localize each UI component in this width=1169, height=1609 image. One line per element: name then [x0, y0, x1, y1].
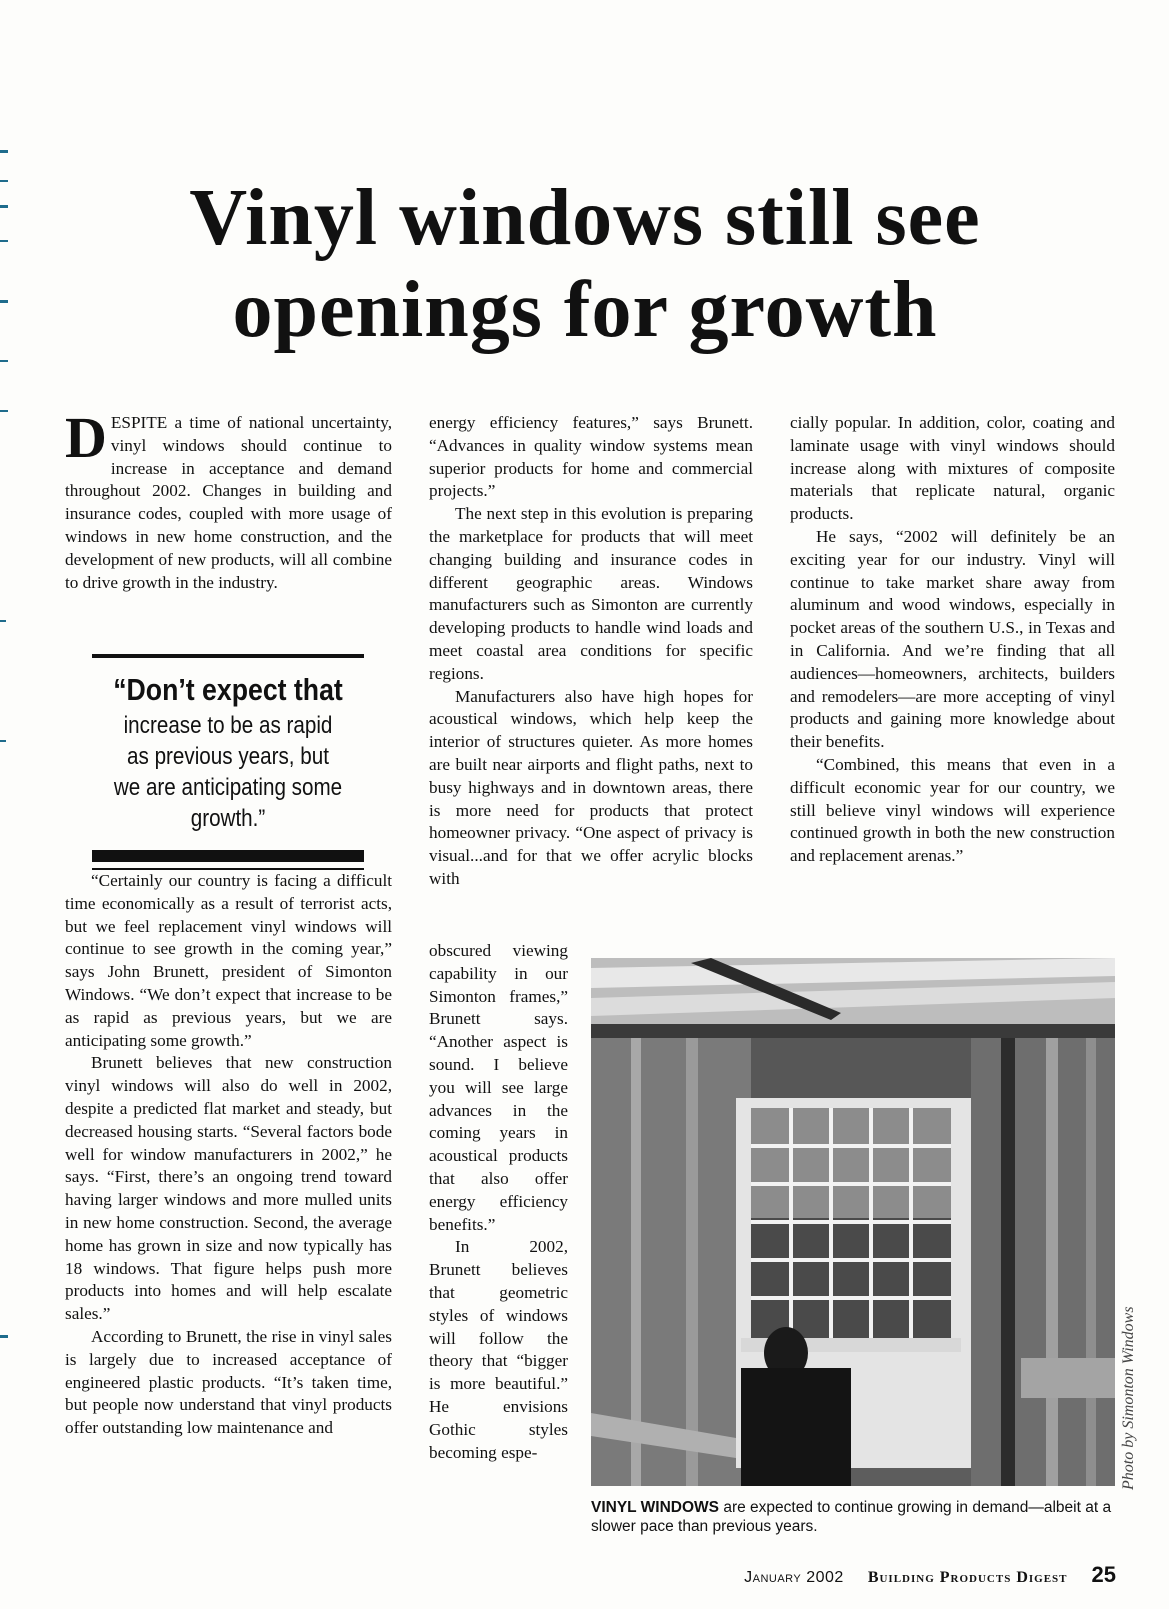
- paragraph: “Certainly our country is facing a difficult time economically as a result of terrorist acts, but we feel replacement vinyl windows will continue to see growth in the coming year,” says John Brunett, president of Simonton Windows. “We don’t expect that increase to be as rapid as previous years, but we are anticipating some growth.”: [65, 871, 392, 1050]
- paragraph: energy efficiency features,” says Brunett. “Advances in quality window systems mean superior products for home and commercial projects.”: [429, 413, 753, 501]
- intro-paragraph: [65, 405, 392, 594]
- paragraph: “Combined, this means that even in a difficult economic year for our country, we still believe vinyl windows will experience continued growth in both the new construction and replacement arenas.”: [790, 754, 1115, 866]
- article-title: [110, 172, 1060, 356]
- column-2-top: [429, 412, 753, 891]
- caption-text: are expected to continue growing in demand—albeit at a slower pace than previous years.: [591, 1499, 1112, 1535]
- construction-window-photo: [591, 958, 1115, 1486]
- photo-caption: [591, 1498, 1121, 1536]
- title-line-2: openings for growth: [232, 266, 938, 354]
- title-line-1: Vinyl windows still see: [189, 174, 981, 262]
- column-1-body: [65, 870, 392, 1440]
- paragraph: Manufacturers also have high hopes for acoustical windows, which help keep the interior of structures quieter. As more homes are built near airports and flight paths, next to busy highways and in downtown areas, there is more need for products that protect homeowner privacy. “One aspect of privacy is visual...and for that we offer acrylic blocks with: [429, 686, 753, 888]
- pull-quote-line-1: “Don’t expect that: [113, 672, 343, 707]
- photo-credit: Photo by Simonton Windows: [1120, 1306, 1137, 1490]
- photo-illustration: [591, 958, 1115, 1486]
- pull-quote-top-rule: [92, 654, 364, 658]
- paragraph: According to Brunett, the rise in vinyl sales is largely due to increased acceptance of engineered plastic products. “It’s taken time, but people now understand that vinyl products offer outstanding low maintenance and: [65, 1326, 392, 1438]
- paragraph: In 2002, Brunett believes that geometric styles of windows will follow the theory that “bigger is more beautiful.” He envisions Gothic styles becoming espe-: [429, 1237, 568, 1462]
- paragraph: He says, “2002 will definitely be an exciting year for our industry. Vinyl will continue to take market share away from aluminum and wood windows, especially in pocket areas of the southern U.S., in Texas and in California. And we’re finding that all audiences—homeowners, architects, builders and remodelers—are more accepting of vinyl products and gaining more knowledge about their benefits.: [790, 526, 1115, 752]
- paragraph: Brunett believes that new construction vinyl windows will also do well in 2002, despite a predicted flat market and steady, but decreased housing starts. “Several factors bode well for window manufacturers in 2002,” he says. “First, there’s an ongoing trend toward having larger windows and more mulled units in new home construction. Second, the average home has grown in size and now typically has 18 windows. That figure helps push more products into homes and will help escalate sales.”: [65, 1053, 392, 1324]
- page-number: 25: [1091, 1562, 1116, 1587]
- column-3: [790, 412, 1115, 868]
- intro-text: ESPITE a time of national uncertainty, vinyl windows should continue to increase in acceptance and demand throughout 2002. Changes in building and insurance codes, coupled with more usage of windows in new home construction, and the development of new products, will all combine to drive growth in the industry.: [65, 413, 392, 592]
- column-2-narrow: [429, 940, 568, 1464]
- issue-date: January 2002: [744, 1569, 844, 1586]
- pull-quote: [92, 654, 364, 870]
- pull-quote-line-2: increase to be as rapid as previous years, but we are anticipating some growth.”: [113, 712, 343, 832]
- column-1-intro: [65, 405, 392, 594]
- drop-cap: D: [65, 405, 107, 470]
- paragraph: obscured viewing capability in our Simonton frames,” Brunett says. “Another aspect is sound. I believe you will see large advances in the coming years in acoustical products that also offer energy efficiency benefits.”: [429, 941, 568, 1234]
- caption-lead: VINYL WINDOWS: [591, 1499, 720, 1516]
- publication-name: Building Products Digest: [867, 1569, 1068, 1586]
- page-footer: [744, 1562, 1116, 1588]
- page-edge-marks: [0, 0, 10, 1609]
- paragraph: cially popular. In addition, color, coating and laminate usage with vinyl windows should increase along with mixtures of composite materials that replicate natural, organic products.: [790, 413, 1115, 524]
- pull-quote-thick-rule: [92, 850, 364, 862]
- paragraph: The next step in this evolution is preparing the marketplace for products that will meet changing building and insurance codes in different geographic areas. Windows manufacturers such as Simonton are currently developing products to handle wind loads and meet coastal area conditions for specific regions.: [429, 504, 753, 683]
